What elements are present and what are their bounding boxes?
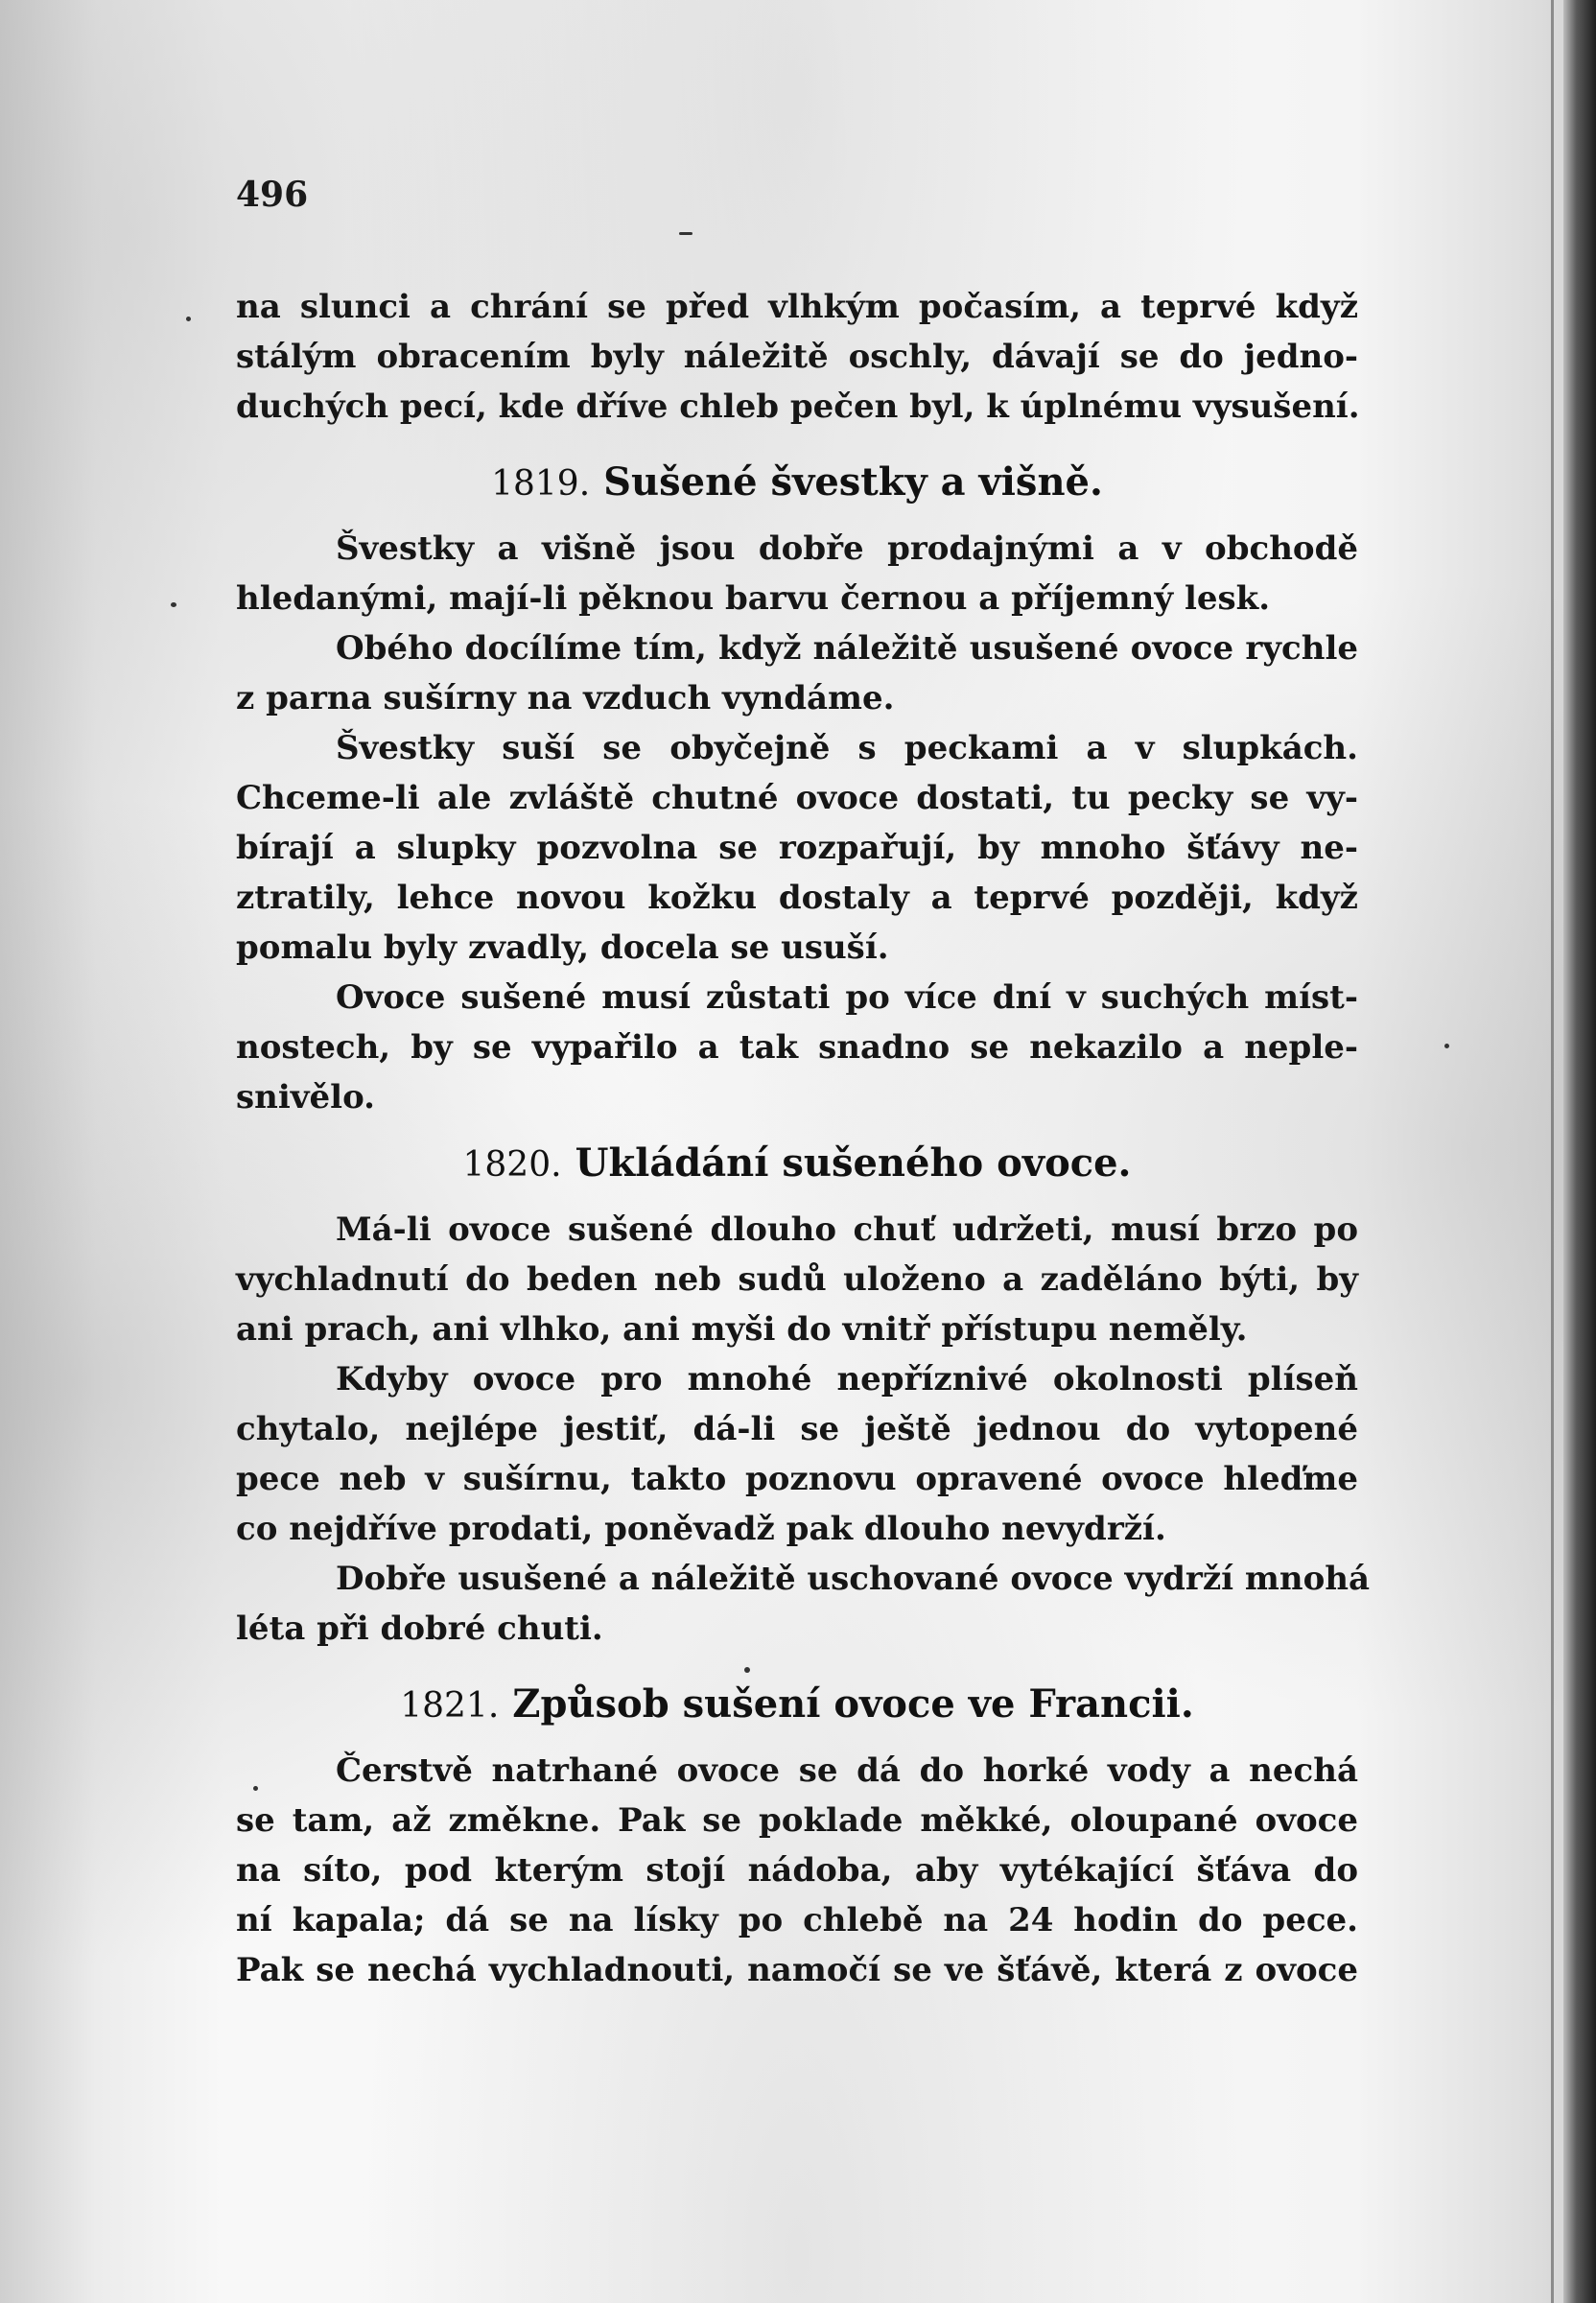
text-line: vychladnutí do beden neb sudů uloženo a zaděláno býti, by: [236, 1260, 1358, 1299]
paragraph: [236, 623, 1358, 723]
section-number: 1819.: [491, 464, 591, 504]
text-line: nostech, by se vypařilo a tak snadno se nekazilo a neple-: [236, 1028, 1358, 1067]
text-line: pomalu byly zvadly, docela se usuší.: [236, 928, 889, 967]
text-line: duchých pecí, kde dříve chleb pečen byl, k úplnému vysušení.: [236, 388, 1360, 426]
paragraph: [236, 1554, 1371, 1654]
text-line: Ovoce sušené musí zůstati po více dní v suchých míst-: [336, 978, 1358, 1017]
text-line: co nejdříve prodati, poněvadž pak dlouho nevydrží.: [236, 1510, 1166, 1548]
text-line: ní kapala; dá se na lísky po chlebě na 24 hodin do pece.: [236, 1901, 1358, 1939]
scan-speck: [679, 232, 692, 235]
section-number: 1820.: [462, 1145, 562, 1185]
text-line: Dobře usušené a náležitě uschované ovoce vydrží mnohá: [336, 1560, 1371, 1598]
paragraph: [236, 723, 1358, 973]
text-line: pece neb v sušírnu, takto poznovu opravené ovoce hleďme: [236, 1460, 1358, 1498]
scan-speck: [171, 602, 176, 607]
text-line: Má-li ovoce sušené dlouho chuť udržeti, musí brzo po: [336, 1210, 1358, 1249]
page-number: 496: [236, 175, 309, 215]
text-line: chytalo, nejlépe jestiť, dá-li se ještě jednou do vytopené: [236, 1410, 1358, 1448]
text-line: Kdyby ovoce pro mnohé nepříznivé okolnosti plíseň: [336, 1360, 1358, 1398]
paragraph: [236, 1205, 1358, 1354]
paragraph-continuation: [236, 282, 1358, 432]
text-line: z parna sušírny na vzduch vyndáme.: [236, 679, 895, 717]
text-line: snivělo.: [236, 1078, 375, 1116]
text-line: na síto, pod kterým stojí nádoba, aby vytékající šťáva do: [236, 1851, 1358, 1890]
text-line: Čerstvě natrhané ovoce se dá do horké vody a nechá: [336, 1751, 1358, 1790]
paragraph: [236, 524, 1358, 623]
paragraph: [236, 1746, 1358, 1995]
text-line: stálým obracením byly náležitě oschly, dávají se do jedno-: [236, 338, 1358, 376]
section-title: Sušené švestky a višně.: [603, 459, 1103, 505]
text-line: na slunci a chrání se před vlhkým počasím, a teprvé když: [236, 288, 1358, 326]
page-gutter-line: [1551, 0, 1554, 2303]
paragraph: [236, 973, 1358, 1122]
text-line: se tam, až změkne. Pak se poklade měkké, oloupané ovoce: [236, 1801, 1358, 1840]
scan-speck: [1444, 1044, 1449, 1048]
text-line: Pak se nechá vychladnouti, namočí se ve šťávě, která z ovoce: [236, 1951, 1358, 1989]
paragraph: [236, 1354, 1358, 1554]
text-line: léta při dobré chuti.: [236, 1610, 603, 1648]
text-line: bírají a slupky pozvolna se rozpařují, by mnoho šťávy ne-: [236, 829, 1358, 867]
text-line: ani prach, ani vlhko, ani myši do vnitř přístupu neměly.: [236, 1310, 1248, 1349]
section-heading-1821: [236, 1677, 1358, 1732]
text-line: Švestky suší se obyčejně s peckami a v slupkách.: [336, 729, 1358, 767]
section-heading-1820: [236, 1136, 1358, 1191]
text-line: hledanými, mají-li pěknou barvu černou a příjemný lesk.: [236, 579, 1271, 618]
section-title: Způsob sušení ovoce ve Francii.: [512, 1681, 1194, 1727]
text-line: Švestky a višně jsou dobře prodajnými a v obchodě: [336, 529, 1358, 568]
page-body: [236, 282, 1371, 1995]
page-edge-shadow: [1563, 0, 1596, 2303]
section-title: Ukládání sušeného ovoce.: [575, 1140, 1132, 1186]
text-line: Chceme-li ale zvláště chutné ovoce dostati, tu pecky se vy-: [236, 779, 1358, 817]
text-line: ztratily, lehce novou kožku dostaly a teprvé později, když: [236, 879, 1358, 917]
section-number: 1821.: [400, 1686, 500, 1726]
section-heading-1819: [236, 455, 1358, 510]
text-line: Obého docílíme tím, když náležitě usušené ovoce rychle: [336, 629, 1358, 668]
scan-speck: [186, 317, 191, 321]
